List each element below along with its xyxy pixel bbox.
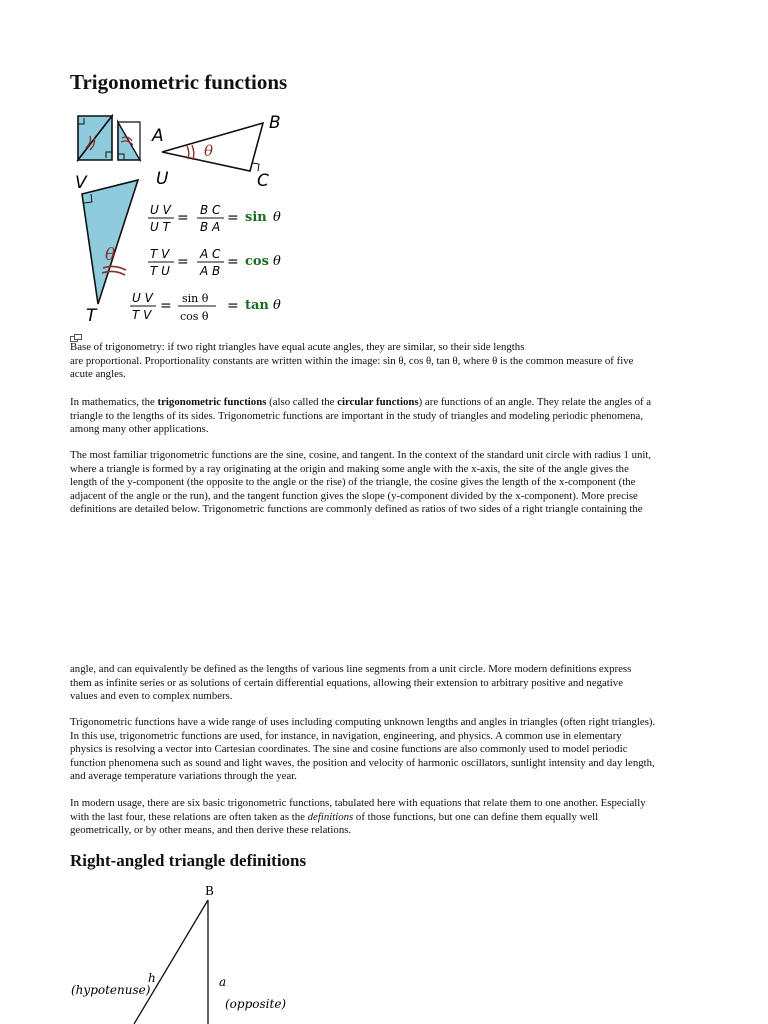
equation-cos [148, 247, 281, 278]
eq2-equals-1: = [177, 254, 189, 270]
paragraph-line: physics is resolving a vector into Cartesian coordinates. The sine and cosine functions are also commonly used to model periodic [70, 743, 628, 755]
text-span: In mathematics, the [70, 396, 158, 408]
eq3-left-numerator: U V [132, 291, 153, 305]
uses-paragraph [70, 716, 702, 784]
eq3-equals-1: = [160, 298, 172, 314]
caption-line: are proportional. Proportionality constants are written within the image: sin θ, cos θ, tan θ, where θ is the common measure of five [70, 354, 634, 367]
continuation-paragraph [70, 663, 702, 704]
paragraph-line: length of the y-component (the opposite to the angle or the rise) of the triangle, the cosine gives the length of the x-component (the [70, 476, 636, 488]
eq3-right-denominator: cos θ [180, 310, 209, 323]
eq1-equals-2: = [227, 210, 239, 226]
eq1-equals-1: = [177, 210, 189, 226]
label-t: T [86, 306, 97, 326]
figure-caption [70, 341, 702, 382]
label-v: V [75, 173, 87, 193]
eq1-right-denominator: B A [200, 220, 221, 234]
paragraph-line: adjacent of the angle or the run), and the tangent function gives the slope (y-component divided by the x-component). More precise [70, 489, 638, 502]
label-hypotenuse: (hypotenuse) [71, 983, 151, 997]
label-a: A [152, 126, 164, 146]
eq1-function: sin [245, 210, 267, 225]
text-span: of those functions, but one can define them equally well [353, 810, 599, 823]
paragraph-line: where a triangle is formed by a ray originating at the origin and making some angle with the x-axis, the site of the angle gives the [70, 462, 629, 475]
section-title-right-angled: Right-angled triangle definitions [70, 851, 307, 870]
term-definitions: definitions [307, 810, 354, 823]
label-vertex-b: B [205, 884, 214, 898]
caption-line: acute angles. [70, 368, 126, 380]
eq3-function: tan [245, 298, 269, 313]
label-c: C [257, 171, 269, 191]
paragraph-line: In this use, trigonometric functions are used, for instance, in navigation, engineering, and physics. A common use in elementary [70, 729, 622, 742]
eq3-right-numerator: sin θ [182, 292, 209, 305]
label-opposite: (opposite) [225, 997, 287, 1011]
paragraph-line: values and even to complex numbers. [70, 690, 233, 702]
label-theta-small: θ [204, 142, 214, 160]
label-a-side: a [219, 975, 227, 989]
eq1-argument: θ [273, 210, 281, 225]
small-triangles-group [78, 116, 140, 160]
paragraph-line: definitions are detailed below. Trigonometric functions are commonly defined as ratios of two sides of a right triangle containing the [70, 503, 643, 515]
right-triangle-figure [68, 880, 308, 1024]
caption-line: Base of trigonometry: if two right triangles have equal acute angles, they are similar, so their side lengths [70, 341, 525, 353]
paragraph-line: geometrically, or by other means, and then derive these relations. [70, 824, 352, 836]
triangle-abc [151, 113, 281, 191]
eq2-left-numerator: T V [150, 247, 170, 261]
eq2-equals-2: = [227, 254, 239, 270]
eq3-equals-2: = [227, 298, 239, 314]
eq2-argument: θ [273, 254, 281, 269]
term-circular-functions: circular functions [337, 396, 419, 408]
page-title: Trigonometric functions [70, 70, 288, 94]
eq2-right-numerator: A C [200, 247, 221, 261]
paragraph-line: In modern usage, there are six basic trigonometric functions, tabulated here with equations that relate them to one another. Especially [70, 797, 646, 809]
intro-paragraph [70, 396, 702, 437]
eq3-argument: θ [273, 298, 281, 313]
paragraph-line: them as infinite series or as solutions of certain differential equations, allowing their extension to arbitrary positive and negative [70, 676, 623, 689]
eq2-function: cos [245, 254, 269, 269]
eq3-left-denominator: T V [132, 308, 152, 322]
modern-usage-paragraph [70, 797, 702, 838]
paragraph-line: function phenomena such as sound and light waves, the position and velocity of harmonic oscillators, sunlight intensity and day length, [70, 756, 655, 769]
term-trigonometric-functions: trigonometric functions [157, 396, 267, 408]
familiar-functions-paragraph [70, 449, 702, 517]
trig-similar-triangles-figure [70, 108, 300, 328]
paragraph-line: angle, and can equivalently be defined as the lengths of various line segments from a unit circle. More modern definitions express [70, 663, 632, 675]
label-theta-large: θ [105, 245, 116, 265]
label-b: B [269, 113, 281, 133]
eq1-right-numerator: B C [200, 203, 221, 217]
text-span: (also called the [266, 396, 338, 408]
label-h: h [148, 971, 156, 985]
text-span: ) are functions of an angle. They relate the angles of a [418, 396, 652, 408]
eq1-left-denominator: U T [150, 220, 170, 234]
label-u: U [156, 169, 169, 189]
paragraph-line: among many other applications. [70, 423, 209, 435]
paragraph-line: and average temperature variations through the year. [70, 770, 297, 782]
paragraph-line: triangle to the lengths of its sides. Trigonometric functions are important in the study of triangles and modeling periodic phenomena, [70, 409, 644, 422]
equation-sin [148, 203, 281, 234]
paragraph-line [70, 811, 702, 825]
paragraph-line: Trigonometric functions have a wide range of uses including computing unknown lengths and angles in triangles (often right triangles). [70, 716, 656, 728]
text-span: with the last four, these relations are often taken as the [70, 810, 308, 823]
eq2-right-denominator: A B [200, 264, 221, 278]
eq1-left-numerator: U V [150, 203, 171, 217]
equation-tan [130, 291, 281, 323]
paragraph-line: The most familiar trigonometric functions are the sine, cosine, and tangent. In the context of the standard unit circle with radius 1 unit, [70, 449, 652, 461]
eq2-left-denominator: T U [150, 264, 170, 278]
paragraph-line [70, 396, 702, 410]
